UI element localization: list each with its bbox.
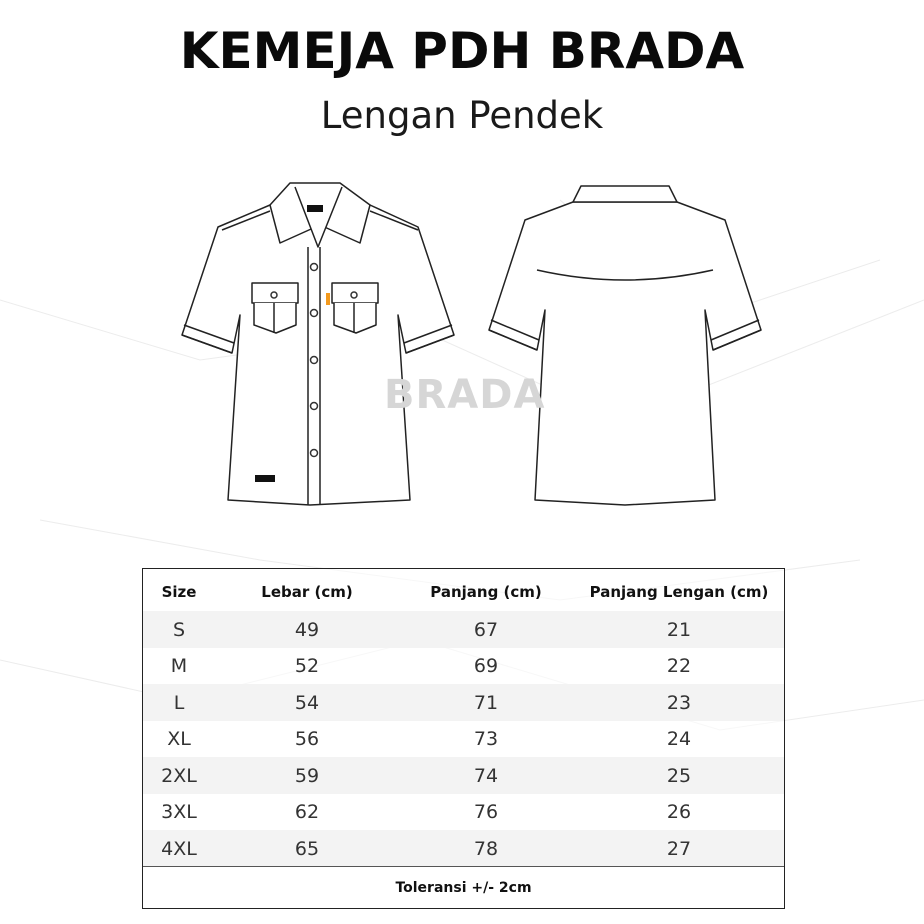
page-title: KEMEJA PDH BRADA [179, 22, 745, 80]
column-header-panjang-lengan: Panjang Lengan (cm) [589, 582, 769, 601]
panjang-lengan-cell: 22 [666, 655, 692, 677]
panjang-lengan-cell: 27 [666, 837, 692, 860]
size-cell: L [173, 691, 185, 714]
panjang-cell: 67 [473, 618, 499, 641]
table-row [143, 721, 784, 758]
panjang-lengan-cell: 26 [666, 801, 692, 823]
table-row [143, 794, 784, 831]
size-chart-table [142, 568, 785, 909]
lebar-cell: 56 [294, 728, 320, 750]
table-row [143, 648, 784, 685]
panjang-cell: 71 [473, 691, 499, 714]
table-row [143, 611, 784, 648]
column-header-panjang: Panjang (cm) [430, 582, 542, 601]
brand-watermark: BRADA [384, 372, 546, 418]
panjang-cell: 76 [473, 801, 499, 823]
table-row [143, 830, 784, 867]
panjang-cell: 74 [473, 764, 499, 787]
panjang-cell: 69 [473, 655, 499, 677]
table-header-row [143, 573, 784, 610]
lebar-cell: 49 [294, 618, 320, 641]
shirt-front-illustration [170, 175, 470, 515]
size-cell: 2XL [161, 764, 197, 787]
lebar-cell: 62 [294, 801, 320, 823]
size-cell: 3XL [161, 801, 197, 823]
lebar-cell: 59 [294, 764, 320, 787]
shirt-back-illustration [485, 180, 765, 515]
page-subtitle: Lengan Pendek [320, 94, 604, 137]
panjang-cell: 73 [473, 728, 499, 750]
panjang-lengan-cell: 23 [666, 691, 692, 714]
panjang-lengan-cell: 21 [666, 618, 692, 641]
size-cell: 4XL [161, 837, 197, 860]
size-cell: S [172, 618, 186, 641]
column-header-lebar: Lebar (cm) [261, 582, 353, 601]
panjang-lengan-cell: 25 [666, 764, 692, 787]
panjang-cell: 78 [473, 837, 499, 860]
lebar-cell: 54 [294, 691, 320, 714]
lebar-cell: 65 [294, 837, 320, 860]
column-header-size: Size [161, 582, 197, 601]
panjang-lengan-cell: 24 [666, 728, 692, 750]
table-row [143, 684, 784, 721]
tolerance-note: Toleransi +/- 2cm [143, 866, 784, 909]
lebar-cell: 52 [294, 655, 320, 677]
size-cell: M [170, 655, 188, 677]
size-cell: XL [167, 728, 191, 750]
table-row [143, 757, 784, 794]
